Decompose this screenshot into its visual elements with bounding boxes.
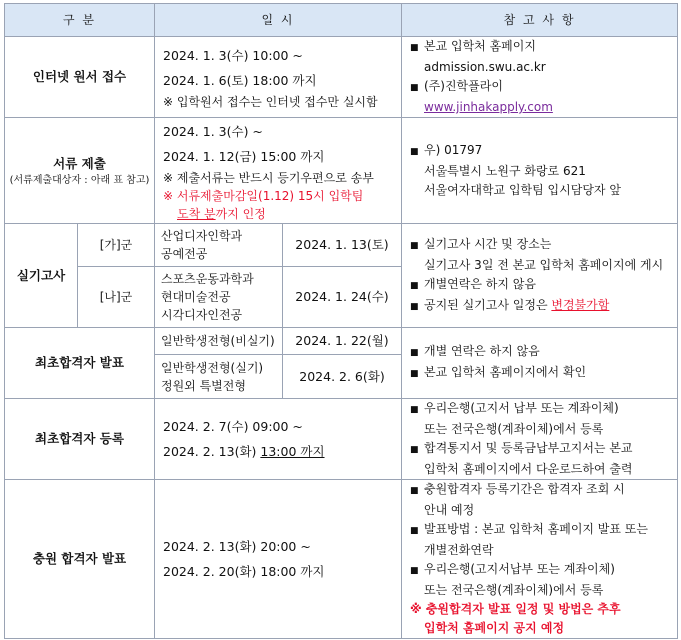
first-result-track1: 일반학생전형(비실기): [155, 328, 283, 355]
additional-ref1: ■ 충원합격자 등록기간은 합격자 조회 시: [410, 480, 673, 501]
row-first-register: [5, 399, 678, 480]
first-register-label: 최초합격자 등록: [5, 399, 155, 480]
practical-label: 실기고사: [5, 224, 78, 328]
first-result-notes: [402, 328, 678, 399]
header-notes: 참 고 사 항: [402, 4, 678, 37]
first-register-ref1-cont: 또는 전국은행(계좌이체)에서 등록: [424, 422, 604, 436]
documents-sublabel: (서류제출대상자 : 아래 표 참고): [9, 174, 150, 186]
documents-schedule: [155, 118, 402, 224]
practical-ref2: ■ 개별연락은 하지 않음: [410, 275, 673, 296]
practical-a-major-1: 산업디자인학과: [161, 229, 243, 243]
additional-label: 충원 합격자 발표: [5, 480, 155, 639]
first-result-ref2: ■ 본교 입학처 홈페이지에서 확인: [410, 363, 673, 384]
admission-schedule-table: [4, 3, 678, 639]
documents-ref1: ■ 우) 01797: [410, 141, 673, 162]
documents-notes: [402, 118, 678, 224]
practical-ref1: ■ 실기고사 시간 및 장소는: [410, 235, 673, 256]
jinhakapply-link[interactable]: www.jinhakapply.com: [424, 100, 553, 114]
first-result-track2-b: 정원외 특별전형: [161, 378, 246, 393]
first-register-ref2-cont: 입학처 홈페이지에서 다운로드하여 출력: [424, 462, 633, 476]
first-result-track2-a: 일반학생전형(실기): [161, 360, 264, 375]
additional-notes: [402, 480, 678, 639]
internet-label: 인터넷 원서 접수: [5, 37, 155, 118]
additional-schedule: [155, 480, 402, 639]
practical-b-major-2: 현대미술전공: [161, 290, 231, 304]
practical-group-b-majors: [155, 267, 283, 328]
documents-note2-c: 까지 인정: [215, 206, 266, 221]
row-documents: [5, 118, 678, 224]
first-register-ref2: ■ 합격통지서 및 등록금납부고지서는 본교: [410, 439, 673, 460]
first-register-schedule: [155, 399, 402, 480]
practical-group-a-date: 2024. 1. 13(토): [283, 224, 402, 267]
internet-date-start: 2024. 1. 3(수) 10:00 ~: [163, 48, 303, 63]
practical-group-a-majors: [155, 224, 283, 267]
practical-group-b: [나]군: [78, 267, 155, 328]
first-result-label: 최초합격자 발표: [5, 328, 155, 399]
first-result-track1-date: 2024. 1. 22(월): [283, 328, 402, 355]
documents-note2-a: ※ 서류제출마감일(1.12) 15시 입학팀: [163, 188, 364, 203]
first-register-ref1: ■ 우리은행(고지서 납부 또는 계좌이체): [410, 399, 673, 420]
internet-note: ※ 입학원서 접수는 인터넷 접수만 실시함: [163, 95, 378, 109]
documents-date-start: 2024. 1. 3(수) ~: [163, 123, 263, 139]
additional-ref3-cont: 또는 전국은행(계좌이체)에서 등록: [424, 583, 604, 597]
first-result-track2: [155, 355, 283, 399]
internet-ref2: ■ (주)진학플라이: [410, 77, 673, 98]
documents-note1: ※ 제출서류는 반드시 등기우편으로 송부: [163, 170, 374, 185]
first-register-date-end: [163, 439, 401, 464]
practical-ref3-b: 변경불가함: [551, 297, 610, 312]
practical-group-a: [가]군: [78, 224, 155, 267]
practical-b-major-3: 시각디자인전공: [161, 308, 243, 322]
first-result-track2-date: 2024. 2. 6(화): [283, 355, 402, 399]
practical-ref3: [410, 296, 673, 317]
row-practical-a: [5, 224, 678, 267]
documents-ref2: 서울특별시 노원구 화랑로 621: [424, 164, 586, 178]
practical-b-major-1: 스포츠운동과학과: [161, 272, 254, 286]
header-row: [5, 4, 678, 37]
additional-date-start: 2024. 2. 13(화) 20:00 ~: [163, 539, 311, 554]
documents-note2: [163, 187, 401, 223]
header-schedule: 일 시: [155, 4, 402, 37]
documents-ref3: 서울여자대학교 입학팀 입시담당자 앞: [424, 183, 621, 197]
documents-date-end: 2024. 1. 12(금) 15:00 까지: [163, 148, 325, 164]
practical-a-major-2: 공예전공: [161, 247, 208, 261]
first-register-notes: [402, 399, 678, 480]
row-additional: [5, 480, 678, 639]
internet-schedule: [155, 37, 402, 118]
documents-note2-b: 도착 분: [177, 206, 216, 221]
practical-notes: [402, 224, 678, 328]
practical-ref1-cont: 실기고사 3일 전 본교 입학처 홈페이지에 게시: [424, 257, 664, 272]
documents-label-cell: [5, 118, 155, 224]
additional-ref3: ■ 우리은행(고지서납부 또는 계좌이체): [410, 560, 673, 581]
internet-ref1-url[interactable]: admission.swu.ac.kr: [424, 60, 546, 74]
additional-ref4: ※ 충원합격자 발표 일정 및 방법은 추후: [410, 602, 621, 616]
additional-ref2: ■ 발표방법 : 본교 입학처 홈페이지 발표 또는: [410, 520, 673, 541]
internet-date-end: 2024. 1. 6(토) 18:00 까지: [163, 73, 317, 88]
additional-ref4-cont: 입학처 홈페이지 공지 예정: [424, 621, 565, 635]
additional-ref1-cont: 안내 예정: [424, 503, 475, 517]
internet-ref1: ■ 본교 입학처 홈페이지: [410, 37, 673, 58]
additional-date-end: 2024. 2. 20(화) 18:00 까지: [163, 564, 325, 579]
additional-ref2-cont: 개별전화연락: [424, 543, 494, 557]
header-category: 구 분: [5, 4, 155, 37]
first-register-date-end-b: 13:00 까지: [260, 444, 325, 459]
first-register-date-end-a: 2024. 2. 13(화): [163, 444, 261, 459]
row-internet: [5, 37, 678, 118]
first-result-ref1: ■ 개별 연락은 하지 않음: [410, 342, 673, 363]
row-first-result-a: [5, 328, 678, 355]
internet-notes: [402, 37, 678, 118]
first-register-date-start: 2024. 2. 7(수) 09:00 ~: [163, 419, 303, 434]
documents-label: 서류 제출: [53, 155, 106, 171]
practical-ref3-a: 공지된 실기고사 일정은: [424, 297, 552, 312]
practical-group-b-date: 2024. 1. 24(수): [283, 267, 402, 328]
